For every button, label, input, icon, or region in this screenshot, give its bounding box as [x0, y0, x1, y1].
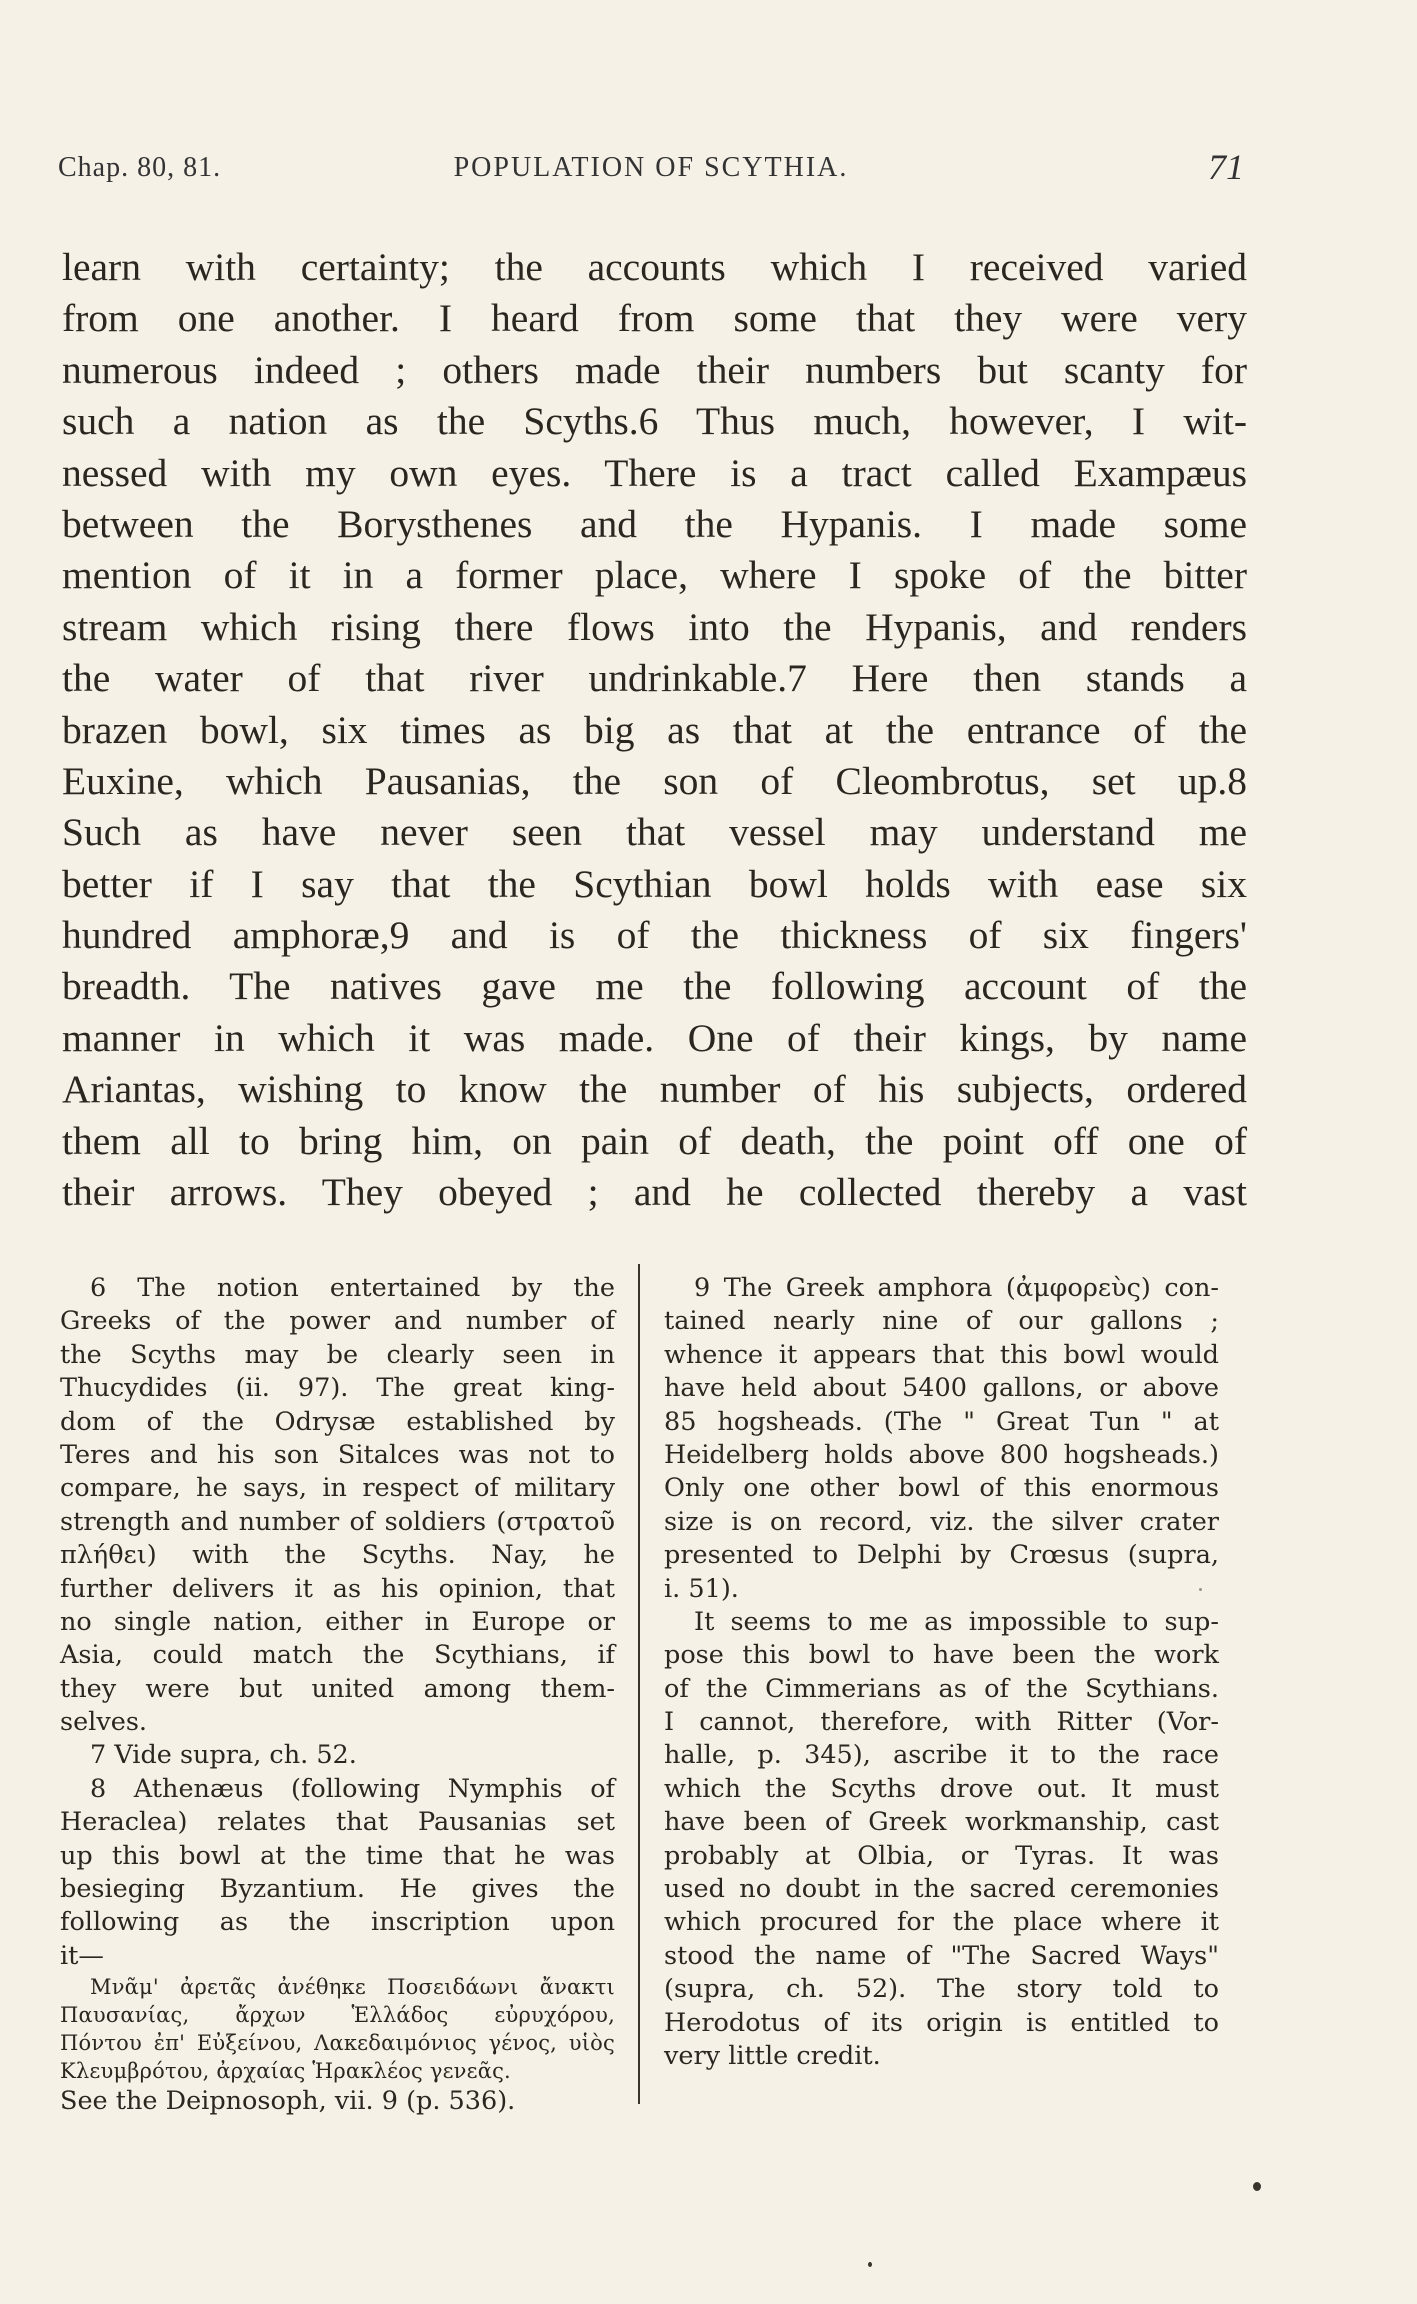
main-text-line: better if I say that the Scythian bowl holds with ease six [62, 861, 1247, 906]
running-title: POPULATION OF SCYTHIA. [453, 152, 849, 183]
footnote-line: selves. [60, 1707, 148, 1738]
footnote-line: halle, p. 345), ascribe it to the race [664, 1740, 1219, 1771]
footnote-line: they were but united among them- [60, 1673, 615, 1704]
main-text-line: the water of that river undrinkable.7 Here then stands a [62, 656, 1247, 701]
footnote-line: Herodotus of its origin is entitled to [664, 2007, 1219, 2038]
footnote-line: compare, he says, in respect of military [60, 1473, 615, 1504]
main-text-line: manner in which it was made. One of their kings, by name [62, 1015, 1247, 1060]
main-text-line: learn with certainty; the accounts which I received varied [62, 245, 1247, 289]
footnote-line: the Scyths may be clearly seen in [60, 1339, 615, 1370]
main-text-line: breadth. The natives gave me the following account of the [62, 964, 1247, 1009]
running-header [58, 147, 1244, 192]
chapter-reference: Chap. 80, 81. [58, 152, 222, 183]
footnote-line: Only one other bowl of this enormous [664, 1473, 1219, 1504]
main-text-line: brazen bowl, six times as big as that at the entrance of the [62, 707, 1247, 752]
footnote-line: no single nation, either in Europe or [60, 1606, 615, 1637]
main-text-line: between the Borysthenes and the Hypanis. I made some [62, 501, 1247, 546]
greek-inscription-line: Παυσανίας, ἄρχων Ἑλλάδος εὐρυχόρου, [60, 2003, 615, 2028]
greek-inscription-line: Κλευμβρότου, ἀρχαίας Ἡρακλέος γενεᾶς. [60, 2059, 511, 2084]
footnote-line: I cannot, therefore, with Ritter (Vor- [664, 1707, 1219, 1738]
footnote-line: Greeks of the power and number of [60, 1306, 615, 1337]
main-text-line: them all to bring him, on pain of death, the point off one of [62, 1118, 1247, 1163]
footnote-line: 9 The Greek amphora (ἀμφορεὺς) con- [694, 1273, 1219, 1303]
footnote-line: Heidelberg holds above 800 hogsheads.) [664, 1439, 1219, 1470]
main-text [62, 242, 1247, 1218]
footnote-line: tained nearly nine of our gallons ; [664, 1306, 1219, 1337]
footnote-line: whence it appears that this bowl would [664, 1339, 1219, 1370]
footnote-line: it— [60, 1940, 104, 1971]
ink-speck [1253, 2182, 1261, 2191]
footnote-line: which the Scyths drove out. It must [664, 1773, 1219, 1804]
footnotes-right-column [664, 1272, 1219, 2073]
footnote-line: Thucydides (ii. 97). The great king- [60, 1373, 615, 1404]
footnote-line: stood the name of "The Sacred Ways" [664, 1940, 1219, 1971]
footnote-line: have held about 5400 gallons, or above [664, 1373, 1219, 1404]
footnotes-left-column [60, 1272, 615, 2119]
footnote-line: πλήθει) with the Scyths. Nay, he [60, 1540, 615, 1571]
greek-inscription [60, 1973, 615, 2085]
footnote-line: besieging Byzantium. He gives the [60, 1874, 615, 1905]
greek-inscription-line: Μνᾶμ' ἀρετᾶς ἀνέθηκε Ποσειδάωνι ἄνακτι [90, 1975, 615, 2000]
main-text-line: their arrows. They obeyed ; and he collected thereby a vast [62, 1170, 1247, 1215]
footnote-line: size is on record, viz. the silver crater [664, 1506, 1219, 1537]
footnote-line: further delivers it as his opinion, that [60, 1573, 615, 1604]
main-text-line: Ariantas, wishing to know the number of his subjects, ordered [62, 1067, 1247, 1112]
footnote-line: dom of the Odrysæ established by [60, 1406, 615, 1437]
footnote-line: presented to Delphi by Crœsus (supra, [664, 1540, 1219, 1571]
footnote-line: which procured for the place where it [664, 1907, 1219, 1938]
main-text-line: nessed with my own eyes. There is a tract called Exampæus [62, 450, 1247, 495]
footnote-line: Heraclea) relates that Pausanias set [60, 1807, 615, 1838]
footnote-line: Asia, could match the Scythians, if [60, 1640, 615, 1671]
main-text-line: Such as have never seen that vessel may understand me [62, 810, 1247, 855]
greek-inscription-line: Πόντου ἐπ' Εὐξείνου, Λακεδαιμόνιος γένος, υἱὸς [60, 2031, 615, 2056]
main-text-line: from one another. I heard from some that they were very [62, 296, 1247, 341]
footnote-line: (supra, ch. 52). The story told to [664, 1974, 1219, 2005]
main-text-line: Euxine, which Pausanias, the son of Cleombrotus, set up.8 [62, 758, 1247, 803]
footnote-line: 8 Athenæus (following Nymphis of [90, 1773, 615, 1804]
main-text-line: mention of it in a former place, where I spoke of the bitter [62, 553, 1247, 598]
footnote-line: strength and number of soldiers (στρατοῦ [60, 1506, 615, 1537]
ink-speck [1199, 1588, 1202, 1591]
footnote-line: have been of Greek workmanship, cast [664, 1807, 1219, 1838]
footnote-line: of the Cimmerians as of the Scythians. [664, 1673, 1219, 1704]
footnote-line: up this bowl at the time that he was [60, 1840, 615, 1871]
ink-speck [868, 2262, 872, 2267]
main-text-line: hundred amphoræ,9 and is of the thickness of six fingers' [62, 913, 1247, 958]
main-text-line: such a nation as the Scyths.6 Thus much, however, I wit- [62, 399, 1247, 444]
footnote-line: i. 51). [664, 1573, 739, 1604]
footnote-line: pose this bowl to have been the work [664, 1640, 1219, 1671]
footnote-line: Teres and his son Sitalces was not to [60, 1439, 615, 1470]
footnote-line: See the Deipnosoph, vii. 9 (p. 536). [60, 2086, 516, 2117]
footnote-line: 85 hogsheads. (The " Great Tun " at [664, 1406, 1219, 1437]
footnote-line: It seems to me as impossible to sup- [694, 1606, 1219, 1637]
main-text-line: numerous indeed ; others made their numbers but scanty for [62, 347, 1247, 392]
footnote-line: very little credit. [664, 2040, 881, 2071]
column-divider [638, 1264, 640, 2104]
footnote-line: 6 The notion entertained by the [90, 1273, 615, 1303]
page-number: 71 [1208, 147, 1244, 187]
main-text-line: stream which rising there flows into the Hypanis, and renders [62, 604, 1247, 649]
footnote-line: 7 Vide supra, ch. 52. [90, 1740, 357, 1771]
footnote-line: probably at Olbia, or Tyras. It was [664, 1840, 1219, 1871]
footnote-line: used no doubt in the sacred ceremonies [664, 1874, 1219, 1905]
footnote-line: following as the inscription upon [60, 1907, 615, 1938]
